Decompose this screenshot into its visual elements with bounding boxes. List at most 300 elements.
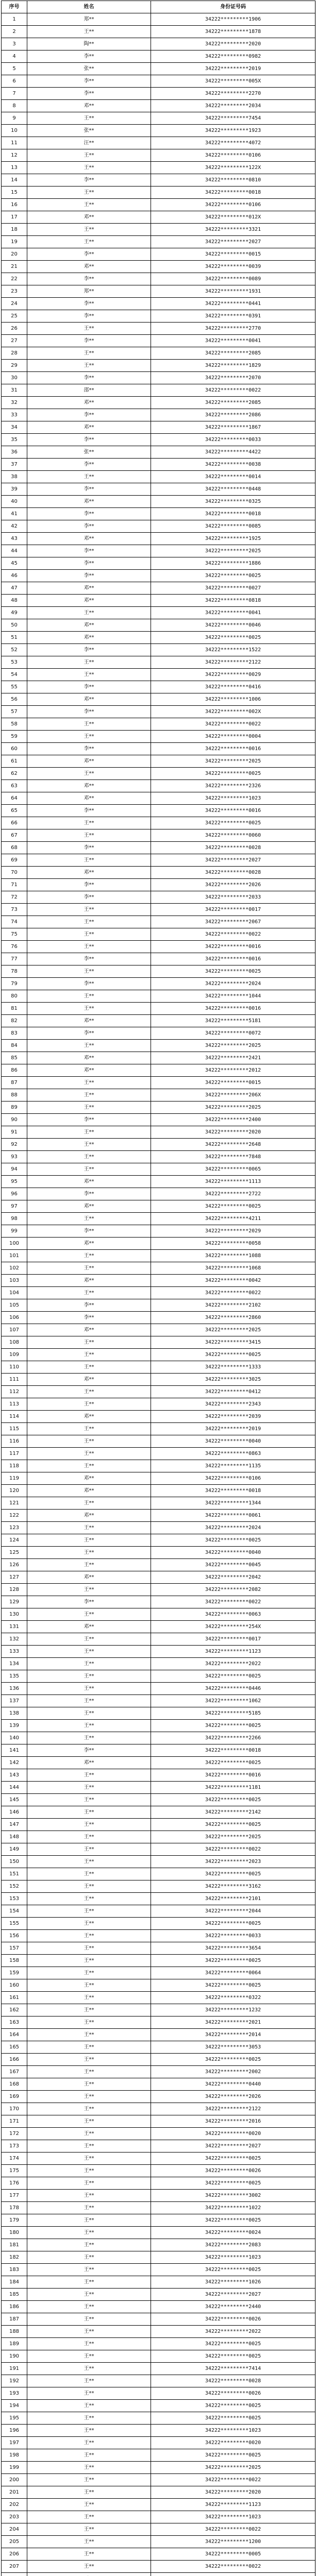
table-row xyxy=(2,162,315,174)
cell-index: 74 xyxy=(2,916,27,928)
table-row xyxy=(2,125,315,137)
cell-index: 182 xyxy=(2,2251,27,2264)
cell-id-number: 34222*********0025 xyxy=(151,2264,315,2276)
cell-name: 邓** xyxy=(27,595,151,607)
cell-id-number: 34222*********2044 xyxy=(151,1905,315,1918)
cell-index: 139 xyxy=(2,1720,27,1732)
cell-name: 王** xyxy=(27,26,151,38)
cell-id-number: 34222*********2025 xyxy=(151,1831,315,1843)
cell-name: 王** xyxy=(27,1398,151,1411)
cell-name: 邓** xyxy=(27,867,151,879)
cell-index: 146 xyxy=(2,1806,27,1819)
cell-index: 131 xyxy=(2,1621,27,1633)
cell-id-number: 34222*********0025 xyxy=(151,2054,315,2066)
cell-id-number: 34222*********0025 xyxy=(151,1979,315,1992)
table-row xyxy=(2,2029,315,2041)
table-row xyxy=(2,1856,315,1868)
cell-name: 李** xyxy=(27,298,151,310)
cell-name: 王** xyxy=(27,2054,151,2066)
cell-index: 173 xyxy=(2,2140,27,2153)
cell-id-number: 34222*********0033 xyxy=(151,1930,315,1942)
table-row xyxy=(2,731,315,743)
cell-index: 172 xyxy=(2,2128,27,2140)
cell-id-number: 34222*********0025 xyxy=(151,1794,315,1806)
cell-index: 111 xyxy=(2,1374,27,1386)
cell-name: 邓** xyxy=(27,261,151,273)
cell-id-number: 34222*********3025 xyxy=(151,1374,315,1386)
cell-id-number: 34222*********1522 xyxy=(151,644,315,656)
cell-index: 120 xyxy=(2,1485,27,1497)
table-row xyxy=(2,1188,315,1200)
cell-name: 王** xyxy=(27,669,151,681)
cell-name: 王** xyxy=(27,1683,151,1695)
cell-id-number: 34222*********0025 xyxy=(151,1819,315,1831)
cell-name: 王** xyxy=(27,1930,151,1942)
cell-name: 邓** xyxy=(27,693,151,706)
table-row xyxy=(2,2387,315,2400)
cell-index: 132 xyxy=(2,1633,27,1646)
cell-id-number: 34222*********206X xyxy=(151,1089,315,1101)
cell-name: 王** xyxy=(27,2214,151,2227)
table-row xyxy=(2,879,315,891)
cell-name: 王** xyxy=(27,1547,151,1559)
cell-index: 194 xyxy=(2,2400,27,2412)
cell-id-number: 34222*********4211 xyxy=(151,1213,315,1225)
cell-name: 王** xyxy=(27,1534,151,1547)
cell-name: 邓** xyxy=(27,632,151,644)
cell-index: 41 xyxy=(2,508,27,520)
table-row xyxy=(2,867,315,879)
cell-name: 李** xyxy=(27,743,151,755)
cell-index: 106 xyxy=(2,1312,27,1324)
cell-index: 47 xyxy=(2,582,27,595)
cell-name: 邓** xyxy=(27,533,151,545)
cell-name: 邓** xyxy=(27,582,151,595)
cell-id-number: 34222*********1026 xyxy=(151,2276,315,2289)
cell-id-number: 34222*********0025 xyxy=(151,1534,315,1547)
cell-name: 王** xyxy=(27,1942,151,1955)
cell-index: 178 xyxy=(2,2202,27,2214)
table-row xyxy=(2,2264,315,2276)
cell-index: 144 xyxy=(2,1782,27,1794)
table-row xyxy=(2,1151,315,1163)
cell-index: 141 xyxy=(2,1744,27,1757)
cell-id-number: 34222*********1867 xyxy=(151,421,315,434)
cell-index: 114 xyxy=(2,1411,27,1423)
table-row xyxy=(2,1435,315,1448)
table-row xyxy=(2,446,315,459)
cell-index: 128 xyxy=(2,1584,27,1596)
cell-index: 65 xyxy=(2,805,27,817)
cell-name: 王** xyxy=(27,1967,151,1979)
cell-id-number: 34222*********0072 xyxy=(151,1027,315,1040)
table-row xyxy=(2,1275,315,1287)
cell-index: 98 xyxy=(2,1213,27,1225)
table-row xyxy=(2,1744,315,1757)
cell-name: 王** xyxy=(27,768,151,780)
table-row xyxy=(2,2153,315,2165)
cell-index: 113 xyxy=(2,1398,27,1411)
cell-index: 105 xyxy=(2,1299,27,1312)
cell-id-number: 34222*********7454 xyxy=(151,112,315,125)
cell-id-number: 34222*********0022 xyxy=(151,2474,315,2486)
table-row xyxy=(2,421,315,434)
table-row xyxy=(2,817,315,829)
cell-id-number: 34222*********0005 xyxy=(151,2548,315,2561)
table-row xyxy=(2,1646,315,1658)
cell-id-number: 34222*********2029 xyxy=(151,1225,315,1238)
cell-id-number: 34222*********2019 xyxy=(151,1423,315,1435)
cell-id-number: 34222*********0064 xyxy=(151,1967,315,1979)
table-row xyxy=(2,1670,315,1683)
cell-index: 137 xyxy=(2,1695,27,1707)
table-row xyxy=(2,1485,315,1497)
table-row xyxy=(2,1101,315,1114)
table-row xyxy=(2,2400,315,2412)
cell-name: 王** xyxy=(27,1806,151,1819)
table-row xyxy=(2,1547,315,1559)
table-row xyxy=(2,755,315,768)
cell-name: 王** xyxy=(27,1856,151,1868)
cell-name: 王** xyxy=(27,1992,151,2004)
cell-index: 143 xyxy=(2,1769,27,1782)
table-row xyxy=(2,372,315,384)
cell-id-number: 34222*********2027 xyxy=(151,236,315,248)
table-row xyxy=(2,1089,315,1101)
cell-id-number: 34222*********1931 xyxy=(151,285,315,298)
cell-name: 李** xyxy=(27,520,151,533)
cell-name: 王** xyxy=(27,904,151,916)
cell-name: 邓** xyxy=(27,1621,151,1633)
table-row xyxy=(2,1052,315,1064)
cell-id-number: 34222*********002X xyxy=(151,706,315,718)
cell-index: 179 xyxy=(2,2214,27,2227)
cell-index: 127 xyxy=(2,1571,27,1584)
cell-id-number: 34222*********2722 xyxy=(151,1188,315,1200)
cell-name: 李** xyxy=(27,1744,151,1757)
cell-id-number: 34222*********2025 xyxy=(151,1324,315,1336)
cell-name: 王** xyxy=(27,1101,151,1114)
cell-id-number: 34222*********0018 xyxy=(151,187,315,199)
cell-id-number: 34222*********0020 xyxy=(151,2128,315,2140)
cell-name: 王** xyxy=(27,990,151,1003)
table-row xyxy=(2,224,315,236)
cell-index: 124 xyxy=(2,1534,27,1547)
cell-index: 8 xyxy=(2,100,27,112)
cell-name: 王** xyxy=(27,1040,151,1052)
table-row xyxy=(2,2523,315,2536)
table-row xyxy=(2,1893,315,1905)
cell-id-number: 34222*********2014 xyxy=(151,2029,315,2041)
cell-id-number: 34222*********0025 xyxy=(151,2400,315,2412)
table-row xyxy=(2,2536,315,2548)
cell-index: 23 xyxy=(2,285,27,298)
table-row xyxy=(2,1918,315,1930)
cell-index: 32 xyxy=(2,397,27,409)
column-header-id-number: 身份证号码 xyxy=(151,1,315,13)
table-row xyxy=(2,2425,315,2437)
cell-id-number: 34222*********2042 xyxy=(151,1571,315,1584)
cell-name: 王** xyxy=(27,1213,151,1225)
table-row xyxy=(2,2239,315,2251)
table-row xyxy=(2,1596,315,1608)
cell-index: 31 xyxy=(2,384,27,397)
table-row xyxy=(2,1225,315,1238)
cell-index: 123 xyxy=(2,1522,27,1534)
cell-name: 张** xyxy=(27,446,151,459)
cell-name: 王** xyxy=(27,1782,151,1794)
cell-id-number: 34222*********2020 xyxy=(151,2486,315,2499)
table-row xyxy=(2,1831,315,1843)
cell-id-number: 34222*********3415 xyxy=(151,1336,315,1349)
cell-name: 王** xyxy=(27,2387,151,2400)
cell-id-number: 34222*********0041 xyxy=(151,335,315,347)
cell-index: 138 xyxy=(2,1707,27,1720)
cell-index: 122 xyxy=(2,1510,27,1522)
table-row xyxy=(2,1967,315,1979)
table-row xyxy=(2,1621,315,1633)
cell-name: 王** xyxy=(27,1497,151,1510)
cell-name: 李** xyxy=(27,310,151,323)
table-row xyxy=(2,75,315,88)
cell-id-number: 34222*********2070 xyxy=(151,372,315,384)
cell-name: 邓** xyxy=(27,1374,151,1386)
cell-name: 王** xyxy=(27,854,151,867)
cell-id-number: 34222*********7848 xyxy=(151,1151,315,1163)
table-row xyxy=(2,2338,315,2350)
cell-id-number: 34222*********0017 xyxy=(151,904,315,916)
cell-id-number: 34222*********3002 xyxy=(151,2190,315,2202)
cell-index: 93 xyxy=(2,1151,27,1163)
cell-id-number: 34222*********0025 xyxy=(151,1670,315,1683)
cell-name: 王** xyxy=(27,1361,151,1374)
cell-index: 70 xyxy=(2,867,27,879)
cell-id-number: 34222*********2142 xyxy=(151,1806,315,1819)
cell-index: 61 xyxy=(2,755,27,768)
cell-index: 55 xyxy=(2,681,27,693)
cell-name: 邓** xyxy=(27,1472,151,1485)
cell-index: 85 xyxy=(2,1052,27,1064)
cell-name: 邓** xyxy=(27,1571,151,1584)
cell-id-number: 34222*********2770 xyxy=(151,323,315,335)
cell-index: 177 xyxy=(2,2190,27,2202)
cell-id-number: 34222*********0046 xyxy=(151,619,315,632)
cell-index: 90 xyxy=(2,1114,27,1126)
table-row xyxy=(2,360,315,372)
table-row xyxy=(2,1522,315,1534)
cell-index: 54 xyxy=(2,669,27,681)
cell-index: 147 xyxy=(2,1819,27,1831)
cell-name xyxy=(27,2573,151,2576)
cell-index: 80 xyxy=(2,990,27,1003)
table-row xyxy=(2,1349,315,1361)
cell-name: 邓** xyxy=(27,1510,151,1522)
cell-index: 116 xyxy=(2,1435,27,1448)
cell-index: 69 xyxy=(2,854,27,867)
cell-name: 王** xyxy=(27,2165,151,2177)
cell-id-number: 34222*********0416 xyxy=(151,681,315,693)
cell-id-number: 34222*********0025 xyxy=(151,768,315,780)
cell-index: 121 xyxy=(2,1497,27,1510)
cell-id-number: 34222*********0025 xyxy=(151,1757,315,1769)
cell-index: 102 xyxy=(2,1262,27,1275)
cell-index: 96 xyxy=(2,1188,27,1200)
cell-name: 王** xyxy=(27,731,151,743)
roster-table xyxy=(1,1,315,2576)
cell-name: 王** xyxy=(27,829,151,842)
table-row xyxy=(2,273,315,285)
cell-name: 王** xyxy=(27,1905,151,1918)
cell-name: 王** xyxy=(27,2190,151,2202)
cell-index: 56 xyxy=(2,693,27,706)
table-row xyxy=(2,2573,315,2576)
cell-name: 邓** xyxy=(27,1200,151,1213)
cell-index: 58 xyxy=(2,718,27,731)
table-row xyxy=(2,2561,315,2573)
cell-index: 25 xyxy=(2,310,27,323)
cell-index: 170 xyxy=(2,2103,27,2115)
cell-name: 邓** xyxy=(27,100,151,112)
cell-name: 王** xyxy=(27,656,151,669)
cell-id-number: 34222*********2067 xyxy=(151,916,315,928)
cell-id-number: 34222*********2860 xyxy=(151,1312,315,1324)
cell-id-number: 34222*********0022 xyxy=(151,1287,315,1299)
cell-id-number: 34222*********0039 xyxy=(151,261,315,273)
table-row xyxy=(2,2499,315,2511)
cell-id-number: 34222*********2020 xyxy=(151,1126,315,1139)
cell-index: 183 xyxy=(2,2264,27,2276)
table-row xyxy=(2,2313,315,2326)
cell-index: 84 xyxy=(2,1040,27,1052)
cell-index: 151 xyxy=(2,1868,27,1880)
table-row xyxy=(2,2115,315,2128)
cell-name: 李** xyxy=(27,88,151,100)
cell-name: 邓** xyxy=(27,1757,151,1769)
cell-name: 邓** xyxy=(27,1238,151,1250)
cell-id-number: 34222*********2002 xyxy=(151,2066,315,2078)
cell-id-number: 34222*********0412 xyxy=(151,1386,315,1398)
cell-index: 133 xyxy=(2,1646,27,1658)
cell-id-number: 34222*********0022 xyxy=(151,384,315,397)
table-row xyxy=(2,2375,315,2387)
cell-index: 205 xyxy=(2,2536,27,2548)
cell-id-number: 34222*********2020 xyxy=(151,38,315,50)
table-row xyxy=(2,174,315,187)
cell-id-number: 34222*********1088 xyxy=(151,1250,315,1262)
cell-index: 88 xyxy=(2,1089,27,1101)
cell-id-number: 34222*********0025 xyxy=(151,1868,315,1880)
table-row xyxy=(2,2363,315,2375)
cell-index: 103 xyxy=(2,1275,27,1287)
cell-index: 149 xyxy=(2,1843,27,1856)
table-row xyxy=(2,2103,315,2115)
cell-index: 18 xyxy=(2,224,27,236)
cell-index: 30 xyxy=(2,372,27,384)
cell-name: 王** xyxy=(27,1819,151,1831)
table-row xyxy=(2,63,315,75)
table-row xyxy=(2,1658,315,1670)
cell-index: 169 xyxy=(2,2091,27,2103)
cell-index xyxy=(2,2573,27,2576)
cell-name: 王** xyxy=(27,1707,151,1720)
cell-id-number: 34222*********1022 xyxy=(151,2202,315,2214)
cell-index: 148 xyxy=(2,1831,27,1843)
table-row xyxy=(2,2511,315,2523)
cell-name: 郑** xyxy=(27,13,151,26)
cell-name: 王** xyxy=(27,149,151,162)
cell-name: 李** xyxy=(27,1114,151,1126)
table-row xyxy=(2,26,315,38)
table-row xyxy=(2,557,315,570)
table-row xyxy=(2,904,315,916)
cell-id-number: 34222*********0322 xyxy=(151,1992,315,2004)
table-row xyxy=(2,2004,315,2016)
table-row xyxy=(2,1757,315,1769)
cell-id-number: 34222*********1200 xyxy=(151,2536,315,2548)
cell-id-number: 34222*********1232 xyxy=(151,2004,315,2016)
cell-id-number: 34222*********0025 xyxy=(151,817,315,829)
cell-index: 186 xyxy=(2,2301,27,2313)
table-row xyxy=(2,13,315,26)
cell-index: 43 xyxy=(2,533,27,545)
cell-name: 王** xyxy=(27,2523,151,2536)
cell-name: 汪** xyxy=(27,137,151,149)
cell-id-number: 34222*********3162 xyxy=(151,1880,315,1893)
cell-index: 164 xyxy=(2,2029,27,2041)
cell-id-number: 34222*********2085 xyxy=(151,397,315,409)
cell-name: 王** xyxy=(27,2276,151,2289)
table-row xyxy=(2,1584,315,1596)
cell-id-number: 34222*********2024 xyxy=(151,978,315,990)
cell-name: 李** xyxy=(27,174,151,187)
cell-index: 197 xyxy=(2,2437,27,2449)
table-row xyxy=(2,1139,315,1151)
cell-index: 81 xyxy=(2,1003,27,1015)
cell-id-number: 34222*********1123 xyxy=(151,1646,315,1658)
table-row xyxy=(2,285,315,298)
table-row xyxy=(2,459,315,471)
cell-id-number: 34222*********2421 xyxy=(151,1052,315,1064)
cell-index: 22 xyxy=(2,273,27,285)
table-row xyxy=(2,1794,315,1806)
table-row xyxy=(2,619,315,632)
cell-index: 196 xyxy=(2,2425,27,2437)
cell-id-number: 34222*********0818 xyxy=(151,595,315,607)
table-row xyxy=(2,1386,315,1398)
cell-index: 76 xyxy=(2,941,27,953)
cell-index: 3 xyxy=(2,38,27,50)
cell-name: 李** xyxy=(27,953,151,965)
table-row xyxy=(2,1843,315,1856)
table-header-row xyxy=(2,1,315,13)
cell-name: 王** xyxy=(27,2016,151,2029)
cell-index: 64 xyxy=(2,792,27,805)
cell-id-number: 34222*********2033 xyxy=(151,891,315,904)
cell-id-number: 34222*********2101 xyxy=(151,1893,315,1905)
cell-index: 9 xyxy=(2,112,27,125)
table-row xyxy=(2,1374,315,1386)
table-row xyxy=(2,2066,315,2078)
cell-index: 162 xyxy=(2,2004,27,2016)
cell-id-number: 34222*********122X xyxy=(151,162,315,174)
cell-index: 160 xyxy=(2,1979,27,1992)
cell-index: 192 xyxy=(2,2375,27,2387)
cell-index: 207 xyxy=(2,2561,27,2573)
table-row xyxy=(2,88,315,100)
cell-index: 145 xyxy=(2,1794,27,1806)
cell-index: 190 xyxy=(2,2350,27,2363)
cell-id-number: 34222*********2027 xyxy=(151,2140,315,2153)
